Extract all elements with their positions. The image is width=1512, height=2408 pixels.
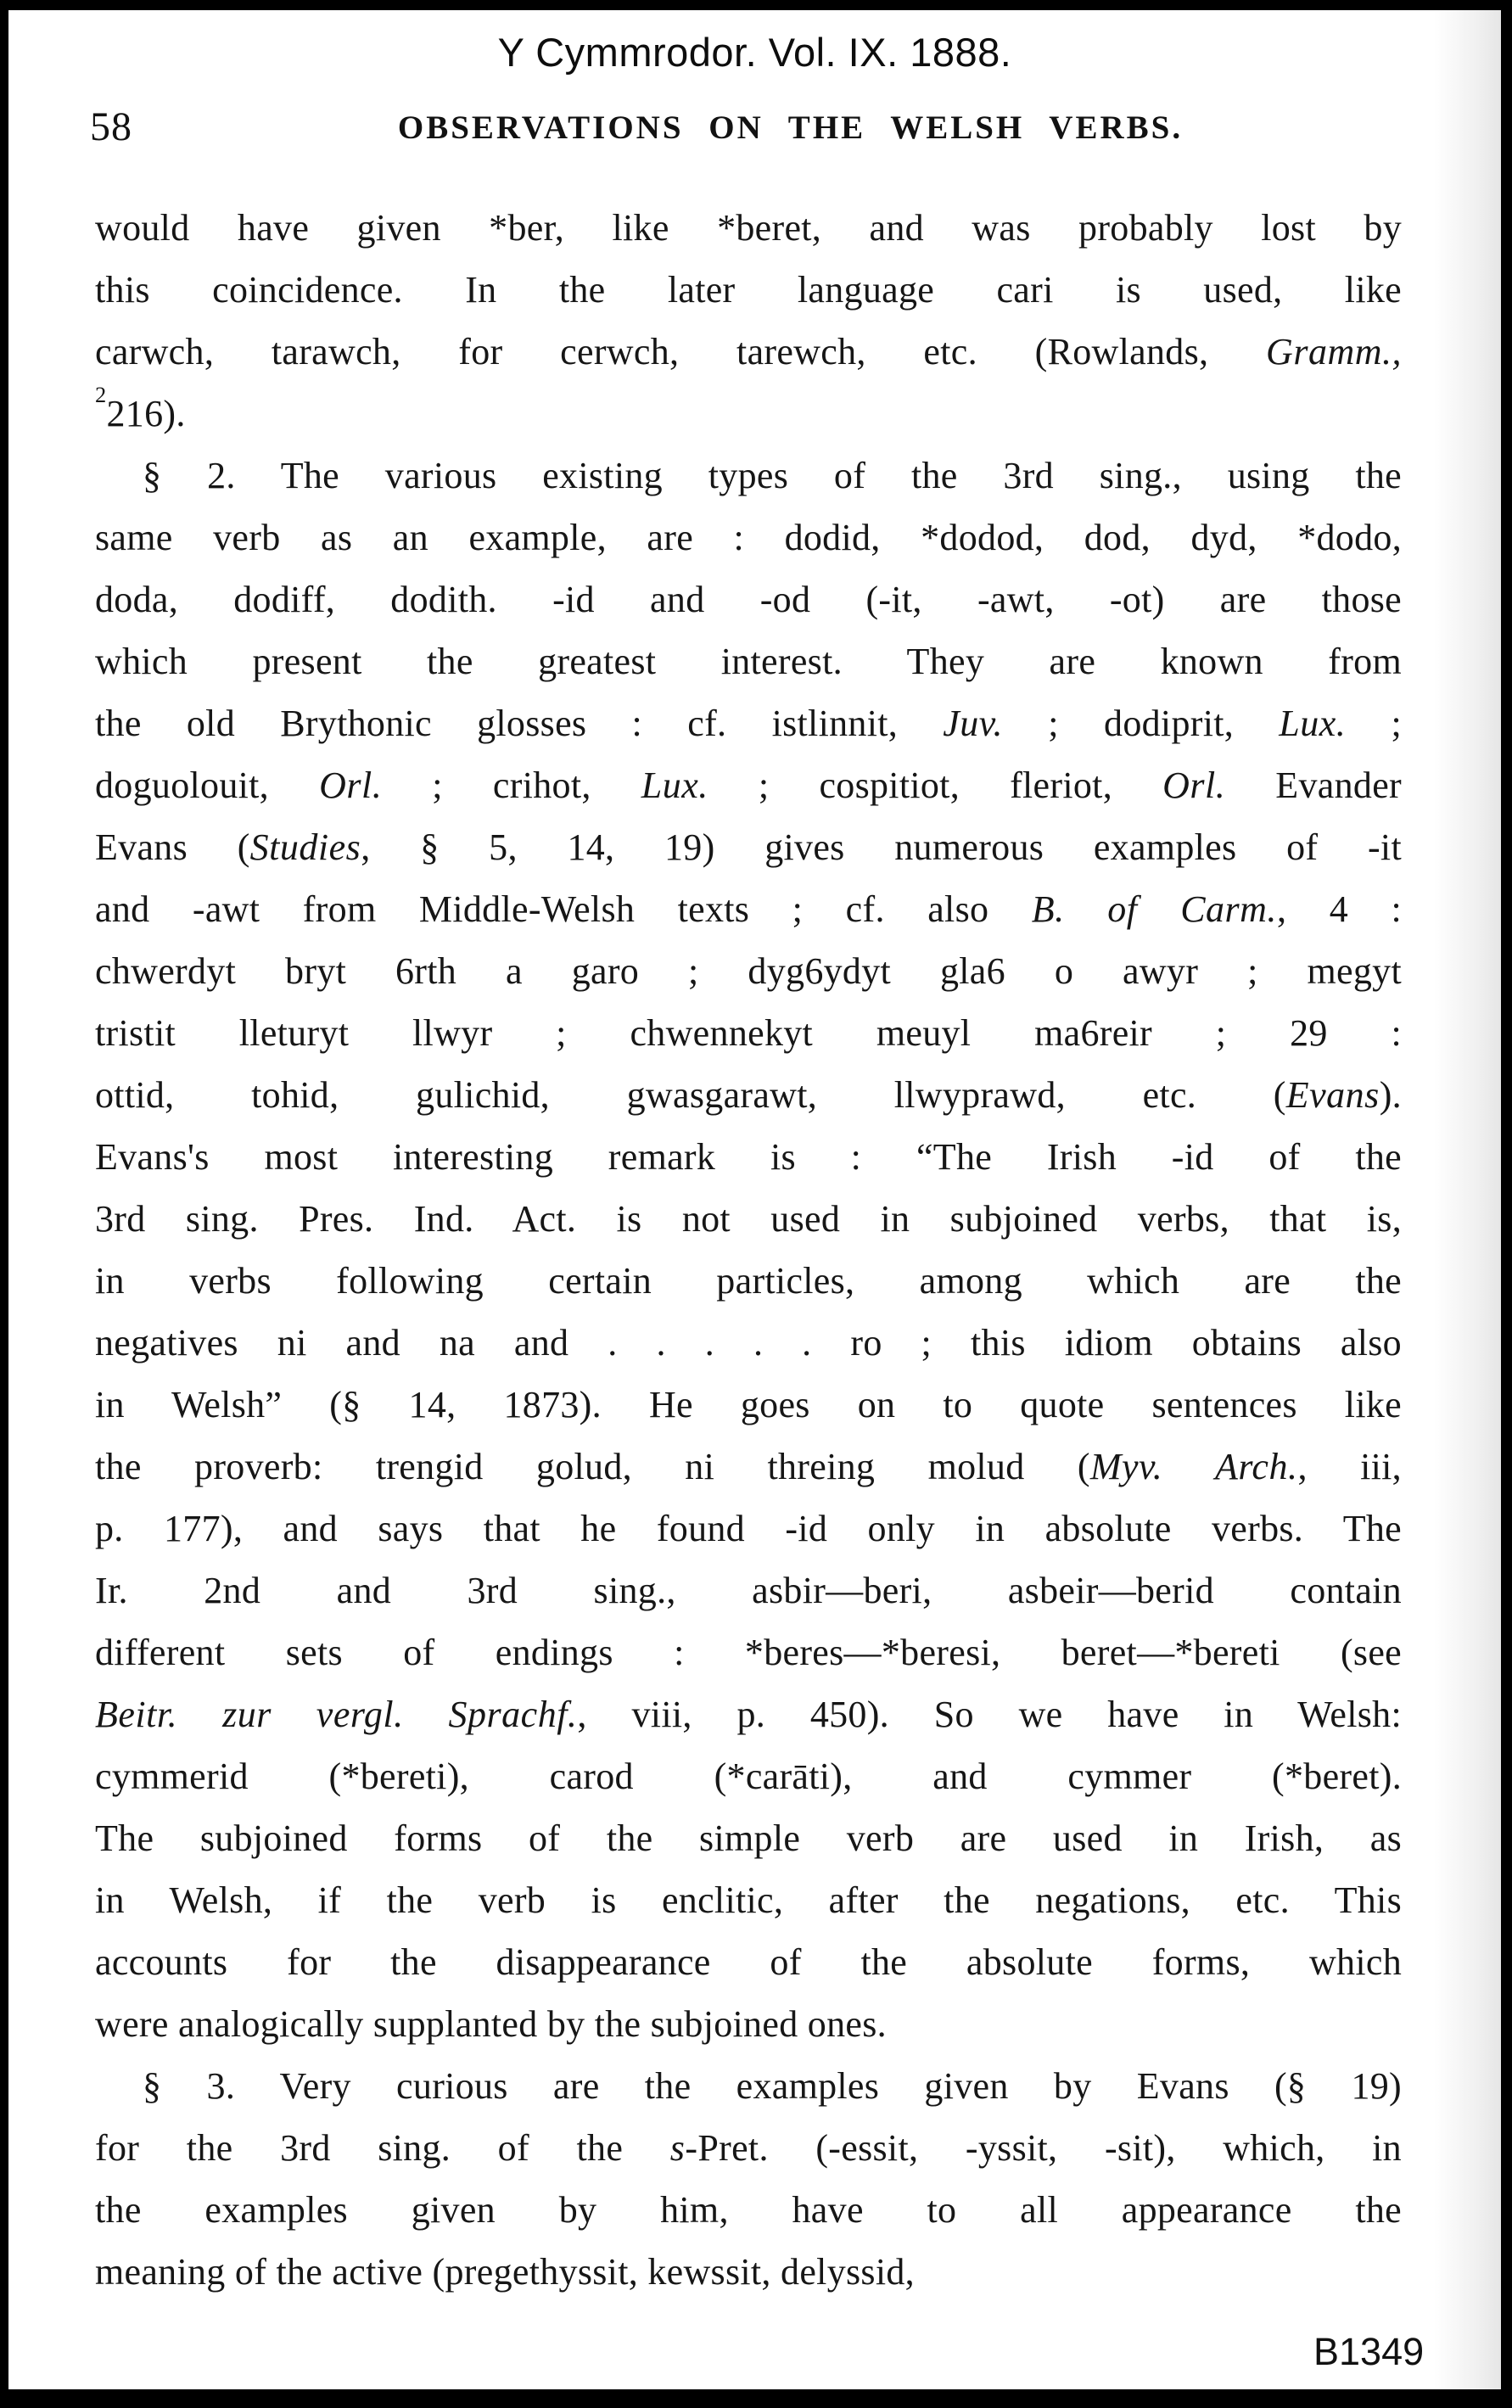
text-line: same verb as an example, are : dodid, *dodod, dod, dyd, *dodo, bbox=[95, 517, 1402, 558]
text-line: tristit lleturyt llwyr ; chwennekyt meuyl ma6reir ; 29 : bbox=[95, 1012, 1402, 1054]
text-line: 3rd sing. Pres. Ind. Act. is not used in subjoined verbs, that is, bbox=[95, 1198, 1402, 1240]
text-line: the proverb: trengid golud, ni threing molud (Myv. Arch., iii, bbox=[95, 1446, 1402, 1487]
text-line: chwerdyt bryt 6rth a garo ; dyg6ydyt gla6 o awyr ; megyt bbox=[95, 950, 1402, 992]
text-line: p. 177), and says that he found -id only in absolute verbs. The bbox=[95, 1508, 1402, 1549]
text-line: Beitr. zur vergl. Sprachf., viii, p. 450). So we have in Welsh: bbox=[95, 1694, 1403, 1735]
text-line: Evans (Studies, § 5, 14, 19) gives numerous examples of -it bbox=[95, 826, 1402, 868]
scanned-page bbox=[8, 10, 1501, 2389]
text-line: for the 3rd sing. of the s-Pret. (-essit, -yssit, -sit), which, in bbox=[95, 2127, 1402, 2169]
catalog-label: B1349 bbox=[1313, 2330, 1425, 2373]
text-line: The subjoined forms of the simple verb are used in Irish, as bbox=[95, 1817, 1402, 1859]
text-line: this coincidence. In the later language cari is used, like bbox=[95, 269, 1402, 311]
text-line: § 2. The various existing types of the 3rd sing., using the bbox=[143, 455, 1402, 496]
text-line: in Welsh, if the verb is enclitic, after the negations, etc. This bbox=[95, 1879, 1402, 1921]
text-line: doguolouit, Orl. ; crihot, Lux. ; cospitiot, fleriot, Orl. Evander bbox=[95, 764, 1402, 806]
text-line: cymmerid (*bereti), carod (*carāti), and cymmer (*beret). bbox=[95, 1756, 1402, 1797]
text-line: Ir. 2nd and 3rd sing., asbir—beri, asbeir—berid contain bbox=[95, 1570, 1402, 1611]
text-line: which present the greatest interest. They are known from bbox=[95, 641, 1402, 682]
text-line: Evans's most interesting remark is : “The Irish -id of the bbox=[95, 1136, 1402, 1178]
text-line: carwch, tarawch, for cerwch, tarewch, etc. (Rowlands, Gramm., bbox=[95, 331, 1402, 372]
text-line: in verbs following certain particles, among which are the bbox=[95, 1260, 1402, 1302]
running-title: OBSERVATIONS ON THE WELSH VERBS. bbox=[397, 109, 1184, 146]
text-line: § 3. Very curious are the examples given by Evans (§ 19) bbox=[143, 2065, 1402, 2107]
text-line: accounts for the disappearance of the absolute forms, which bbox=[95, 1941, 1402, 1983]
text-body bbox=[95, 197, 1402, 2303]
text-line: in Welsh” (§ 14, 1873). He goes on to quote sentences like bbox=[95, 1384, 1402, 1425]
text-line: negatives ni and na and . . . . . ro ; this idiom obtains also bbox=[95, 1322, 1402, 1364]
text-line: the old Brythonic glosses : cf. istlinnit, Juv. ; dodiprit, Lux. ; bbox=[95, 703, 1403, 744]
text-line: doda, dodiff, dodith. -id and -od (-it, -awt, -ot) are those bbox=[95, 579, 1402, 620]
text-line: the examples given by him, have to all appearance the bbox=[95, 2189, 1402, 2231]
text-line: $^2$216). bbox=[95, 382, 186, 434]
collection-header: Y Cymmrodor. Vol. IX. 1888. bbox=[497, 30, 1012, 75]
text-line: and -awt from Middle-Welsh texts ; cf. also B. of Carm., 4 : bbox=[95, 888, 1402, 930]
text-line: were analogically supplanted by the subjoined ones. bbox=[95, 2003, 887, 2045]
text-line: meaning of the active (pregethyssit, kewssit, delyssid, bbox=[95, 2251, 915, 2293]
text-line: ottid, tohid, gulichid, gwasgarawt, llwyprawd, etc. (Evans). bbox=[95, 1074, 1402, 1116]
running-head bbox=[8, 102, 1501, 156]
page-number: 58 bbox=[90, 104, 132, 149]
text-line: would have given *ber, like *beret, and was probably lost by bbox=[95, 207, 1402, 249]
text-line: different sets of endings : *beres—*beresi, beret—*bereti (see bbox=[95, 1632, 1402, 1673]
